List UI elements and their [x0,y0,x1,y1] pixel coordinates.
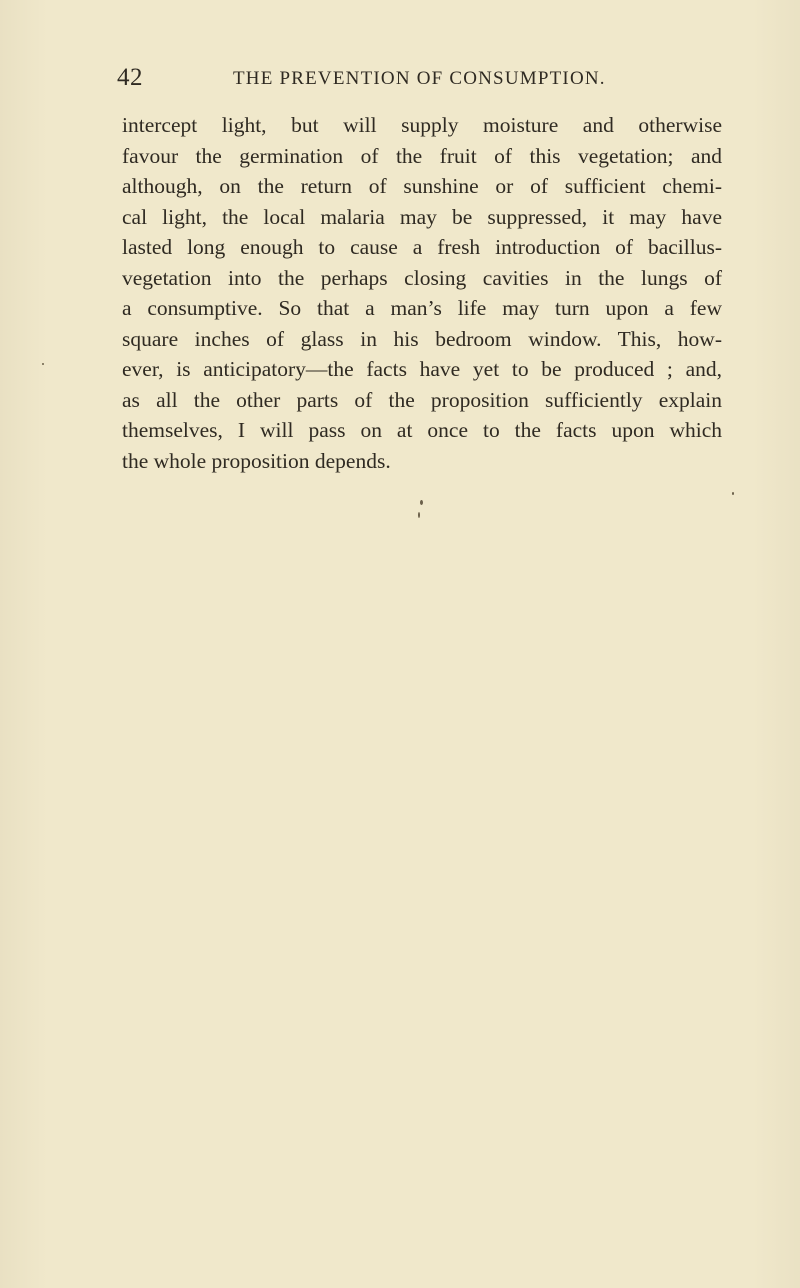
text-line: cal light, the local malaria may be suppressed, it may have [122,204,722,229]
ink-speck [418,512,420,518]
text-line: intercept light, but will supply moisture and otherwise [122,113,722,137]
ink-speck [42,363,44,365]
text-line: themselves, I will pass on at once to the facts upon which [122,418,722,442]
text-line: although, on the return of sunshine or of sufficient chemi- [122,174,722,198]
text-line: lasted long enough to cause a fresh introduction of bacillus- [122,235,722,259]
text-line: a consumptive. So that a man’s life may turn upon a few [122,296,722,320]
text-line: ever, is anticipatory—the facts have yet to be produced ; and, [122,357,722,381]
text-line: favour the germination of the fruit of this vegetation; and [122,143,722,168]
text-line: square inches of glass in his bedroom window. This, how- [122,326,722,351]
ink-speck [420,500,423,505]
body-paragraph [122,110,722,476]
text-line: as all the other parts of the proposition sufficiently explain [122,387,722,412]
page-number: 42 [117,64,143,91]
text-line: vegetation into the perhaps closing cavities in the lungs of [122,265,722,290]
running-head [117,64,637,96]
running-head-title: THE PREVENTION OF CONSUMPTION. [233,68,606,89]
text-line: the whole proposition depends. [122,448,391,473]
ink-speck [732,492,734,495]
